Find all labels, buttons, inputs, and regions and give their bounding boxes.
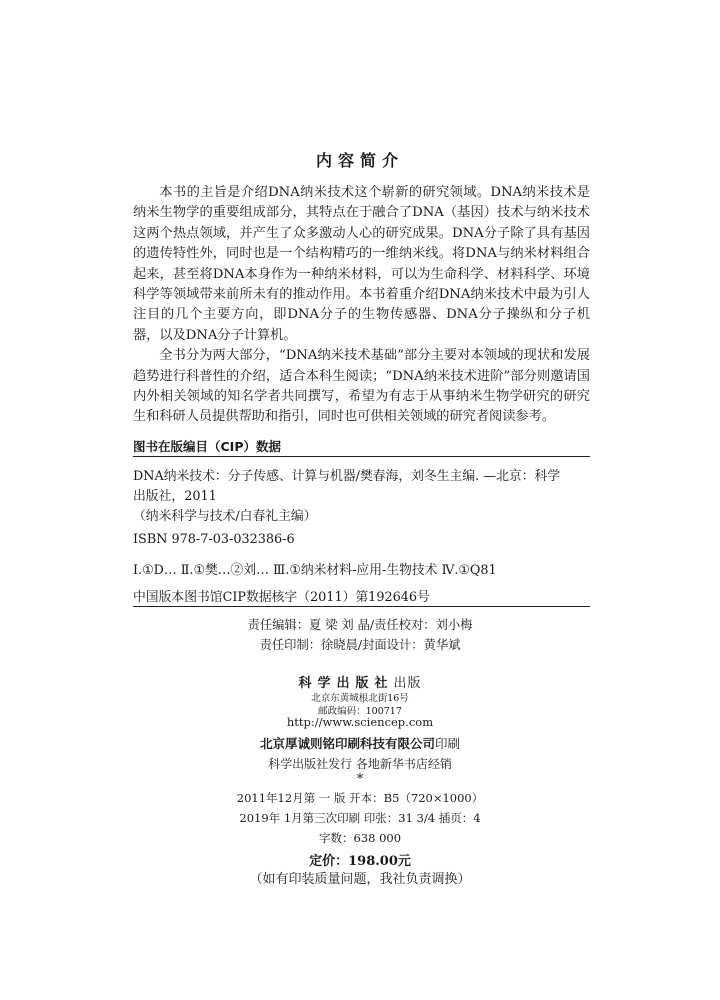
credits-line-1: 责任编辑：夏 梁 刘 晶/责任校对：刘小梅	[247, 618, 473, 632]
publisher-name-text: 科学出版社	[298, 676, 394, 691]
cip-heading: 图书在版编目（CIP）数据	[133, 439, 281, 454]
distribution-line: 科学出版社发行 各地新华书店经销	[268, 757, 452, 771]
word-count: 字数：638 000	[318, 831, 402, 845]
quality-note: （如有印装质量问题，我社负责调换）	[249, 872, 471, 887]
cip-library-record: 中国版本图书馆CIP数据核字（2011）第192646号	[133, 590, 430, 605]
publisher-postcode: 邮政编码：100717	[318, 706, 402, 717]
cip-isbn: ISBN 978-7-03-032386-6	[133, 532, 295, 547]
cip-book-line-1: DNA纳米技术：分子传感、计算与机器/樊春海，刘冬生主编. —北京：科学	[133, 469, 561, 484]
separator-star: *	[356, 772, 364, 787]
summary-title: 内容简介	[315, 151, 404, 170]
publisher-suffix: 出版	[393, 676, 422, 691]
cip-book-line-2: 出版社，2011	[133, 489, 217, 504]
publisher-address: 北京东黄城根北街16号	[311, 693, 409, 704]
summary-paragraph-2: 全书分为两大部分，“DNA纳米技术基础”部分主要对本领域的现状和发展趋势进行科普性的介绍，适合本科生阅读；“DNA纳米技术进阶”部分则邀请国内外相关领域的知名学者共同撰写，希望为有志于从事纳米生物学研究的研究生和科研人员提供帮助和指引，同时也可供相关领域的研究者阅读参考。	[133, 348, 590, 425]
printer-suffix: 印刷	[435, 736, 461, 751]
cip-bottom-rule	[133, 606, 590, 607]
price: 定价：198.00元	[309, 854, 411, 869]
credits-line-2: 责任印制：徐晓晨/封面设计：黄华斌	[259, 638, 461, 652]
summary-paragraph-1: 本书的主旨是介绍DNA纳米技术这个崭新的研究领域。DNA纳米技术是纳米生物学的重要组成部分，其特点在于融合了DNA（基因）技术与纳米技术这两个热点领域，并产生了众多激动人心的研究成果。DNA分子除了具有基因的遗传特性外，同时也是一个结构精巧的一维纳米线。将DNA与纳米材料组合起来，甚至将DNA本身作为一种纳米材料，可以为生命科学、材料科学、环境科学等领域带来前所未有的推动作用。本书着重介绍DNA纳米技术中最为引人注目的几个主要方向，即DNA分子的生物传感器、DNA分子操纵和分子机器，以及DNA分子计算机。	[133, 185, 590, 343]
printer-name: 北京厚诚则铭印刷科技有限公司	[259, 736, 435, 751]
cip-series: （纳米科学与技术/白春礼主编）	[133, 509, 317, 524]
edition-line-2: 2019年 1月第三次印刷 印张：31 3/4 插页：4	[239, 811, 481, 825]
publisher-name	[0, 672, 720, 691]
summary-text	[133, 183, 590, 428]
publisher-url: http://www.sciencep.com	[286, 715, 434, 729]
edition-line-1: 2011年12月第 一 版 开本：B5（720×1000）	[236, 791, 484, 805]
cip-classification: Ⅰ.①D… Ⅱ.①樊…②刘… Ⅲ.①纳米材料-应用-生物技术 Ⅳ.①Q81	[133, 563, 497, 578]
cip-top-rule	[133, 456, 590, 457]
printer-line	[0, 734, 720, 752]
